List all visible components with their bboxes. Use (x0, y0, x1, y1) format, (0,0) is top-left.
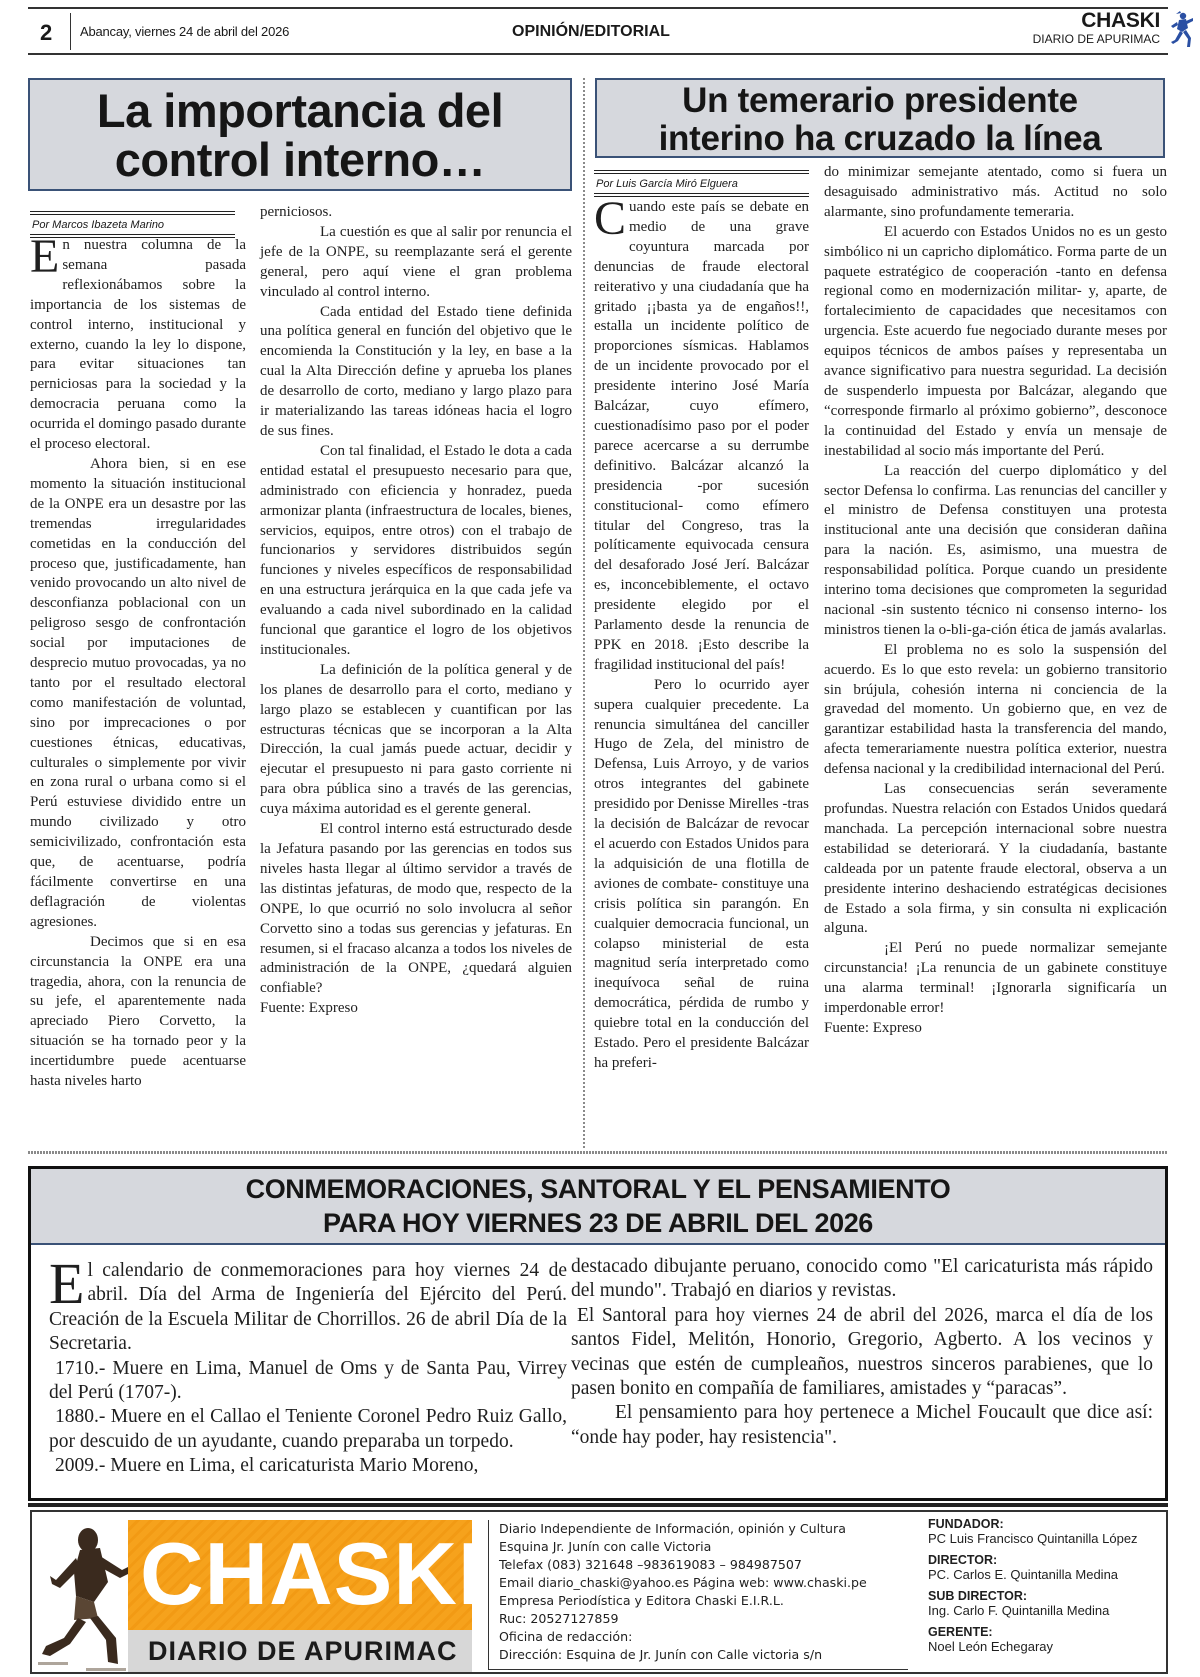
paragraph: Ahora bien, si en ese momento la situación institucional de la ONPE era un desastre por las tremendas irregularidades cometidas en la conducción del proceso que, justificadamente, han venido provocando un alto nivel de desconfianza poblacional con un peligroso sesgo de confrontación social por imputaciones de desprecio mutuo provocadas, ya no tanto por el resultado electoral como manifestación de voluntad, sino por imprecaciones o por cuestiones étnicas, educativas, culturales o simplemente por vivir en zona rural o urbana como si el Perú estuviese dividido entre un mundo civilizado y otro semicivilizado, confrontación esta que, de acentuarse, podría fácilmente convertirse en una deflagración de violentas agresiones. (30, 455, 246, 930)
staff-name: PC. Carlos E. Quintanilla Medina (928, 1567, 1119, 1582)
publisher-info (488, 1520, 908, 1670)
logo-subtitle-band (128, 1630, 472, 1672)
page-number: 2 (40, 20, 53, 45)
dropcap: E (30, 230, 60, 283)
info-line: Telefax (083) 321648 –983619083 – 984987507 (499, 1557, 802, 1572)
paragraph: do minimizar semejante atentado, como si fuera un desaguisado administrativo más. Actitud no solo alarmante, sino profundamente temeraria. (824, 164, 1167, 220)
byline-right: Por Luis García Miró Elguera (594, 170, 809, 197)
brand-name: CHASKI (1081, 9, 1160, 32)
headline-left-line1: La importancia del (96, 84, 504, 137)
staff-role: DIRECTOR: (928, 1553, 998, 1567)
paragraph: Pero lo ocurrido ayer supera cualquier precedente. La renuncia simultánea del canciller Hugo de Zela, del ministro de Defensa, Luis Arroyo, y de varios otros integrantes del gabinete presidido por Denisse Mirelles -tras la decisión de Balcázar de revocar el acuerdo con Estados Unidos para la adquisición de una flotilla de aviones de combate- constituye una crisis política sin parangón. En cualquier democracia funcional, un colapso ministerial de esta magnitud sería interpretado como inequívoca señal de ruina democrática, pérdida de rumbo y quiebre total en la conducción del Estado. Pero el presidente Balcázar ha preferi- (594, 676, 809, 1071)
info-line: Diario Independiente de Información, opinión y Cultura (499, 1521, 846, 1536)
article-left-column-2 (260, 203, 572, 1019)
paragraph: n nuestra columna de la semana pasada reflexionábamos sobre la importancia de los sistemas de control interno, institucional y externo, cuando la ley lo dispone, para evitar situaciones tan perniciosas para la sociedad y la democracia peruana como la ocurrida el domingo pasado durante el proceso electoral. (30, 237, 246, 453)
brand-subtitle: DIARIO DE APURIMAC (1032, 32, 1160, 46)
dropcap: E (49, 1251, 85, 1316)
paragraph: La reacción del cuerpo diplomático y del sector Defensa lo confirma. Las renuncias del canciller y el ministro de Defensa constituyen una protesta institucional ante una decisión que consideran dañina para la nación. Es, asimismo, una muestra de responsabilidad política. Porque cuando un presidente interino toma decisiones que comprometen la seguridad nacional -sin sustento técnico ni consenso interno- los ministros tienen la o-bli-ga-ción ética de jamás avalarlas. (824, 462, 1167, 638)
logo-text: CHASKI (140, 1524, 484, 1623)
masthead-bottom-rule (28, 53, 1168, 55)
commemorations-right-column (571, 1255, 1153, 1450)
article-right-column-2 (824, 163, 1167, 1039)
column-divider (583, 78, 585, 1148)
commemorations-title-line2: PARA HOY VIERNES 23 DE ABRIL DEL 2026 (323, 1208, 873, 1238)
staff-name: Noel León Echegaray (928, 1639, 1054, 1654)
paragraph: Con tal finalidad, el Estado le dota a cada entidad estatal el presupuesto necesario para que, administrado con eficiencia y honradez, pueda armonizar planta (infraestructura de locales, bienes, servicios, equipos, entre otros) con el trabajo de funcionarios y servidores distribuidos según funciones y niveles específicos de responsabilidad en una estructura jerárquica en la que cada jefe va evaluando a cada nivel subordinado en la calidad funcional que garantice el logro de los objetivos institucionales. (260, 442, 572, 658)
info-line: Ruc: 20527127859 (499, 1611, 619, 1626)
paragraph: El control interno está estructurado desde la Jefatura pasando por las gerencias en todos sus niveles hasta llegar al último servidor a través de las distintas jefaturas, de modo que, respecto de la ONPE, lo que ocurrió no solo involucra al señor Corvetto sino a todas sus gerencias y jefaturas. En resumen, si el fracaso alcanza a todos los niveles de administración de la ONPE, ¿quedará alguien confiable? (260, 821, 572, 997)
commemorations-title-line1: CONMEMORACIONES, SANTORAL Y EL PENSAMIENTO (245, 1174, 951, 1204)
paragraph: Cada entidad del Estado tiene definida una política general en función del objetivo que le encomienda la Constitución y la ley, en base a la cual la Alta Dirección define y aprueba los planes de desarrollo de corto, mediano y largo plazo para ir materializando las tareas idóneas hacia el logro de sus fines. (260, 303, 572, 439)
section-name: OPINIÓN/EDITORIAL (512, 23, 670, 40)
paragraph: 1880.- Muere en el Callao el Teniente Coronel Pedro Ruiz Gallo, por descuido de un ayudante, cuando preparaba un torpedo. (49, 1406, 567, 1452)
logo-subtitle: DIARIO DE APURIMAC (148, 1636, 458, 1666)
commemorations-left-column (49, 1251, 567, 1479)
staff-role: FUNDADOR: (928, 1517, 1004, 1531)
staff-role: GERENTE: (928, 1625, 993, 1639)
info-line: Oficina de redacción: (499, 1629, 633, 1644)
source-credit: Fuente: Expreso (260, 1000, 358, 1017)
paragraph: uando este país se debate en medio de una grave coyuntura marcada por denuncias de fraude electoral reiterativo y una ciudadanía que ha gritado ¡¡basta ya de engaños!!, estalla un incidente político de proporciones sísmicas. Hablamos de un incidente provocado por el presidente interino José María Balcázar, cuyo efímero, cuestionadísimo paso por el poder parece acercarse a su derrumbe definitivo. Balcázar alcanzó la presidencia -por sucesión constitucional- como efímero titular del Congreso, tras la políticamente equivocada censura del desaforado José Jerí. Balcázar es, inconcebiblemente, el octavo presidente elegido por el Parlamento desde la renuncia de PPK en 2018. ¡Esto describe la fragilidad institucional del país! (594, 199, 809, 673)
commemorations-title (31, 1169, 1165, 1245)
imprint-box (30, 1510, 1168, 1674)
paragraph: destacado dibujante peruano, conocido como "El caricaturista más rápido del mundo". Trabajó en diarios y revistas. (571, 1256, 1153, 1302)
paragraph: l calendario de conmemoraciones para hoy viernes 24 de abril. Día del Arma de Ingeniería del Ejército del Perú. Creación de la Escuela Militar de Chorrillos. 26 de abril Día de la Secretaria. (49, 1260, 567, 1355)
staff-name: Ing. Carlo F. Quintanilla Medina (928, 1603, 1110, 1618)
chaski-logo (128, 1520, 484, 1630)
staff-name: PC Luis Francisco Quintanilla López (928, 1531, 1138, 1546)
headline-left-line2: control interno… (114, 133, 486, 186)
paragraph: El pensamiento para hoy pertenece a Michel Foucault que dice así: “onde hay poder, hay resistencia". (571, 1402, 1153, 1448)
paragraph: La definición de la política general y de los planes de desarrollo para el corto, mediano y largo plazo se establecen y cuantifican por las estructuras técnicas que se incorporan a la Alta Dirección, la cual jamás puede actuar, decidir y ejecutar el presupuesto ni para gasto corriente ni para obra pública sino a través de las gerencias, cuya máxima autoridad es el gerente general. (260, 661, 572, 818)
masthead-separator (70, 13, 71, 50)
byline-left: Por Marcos Ibazeta Marino (30, 211, 235, 238)
paragraph: El Santoral para hoy viernes 24 de abril del 2026, marca el día de los santos Fidel, Melitón, Honorio, Gregorio, Agberto. A los vecinos y vecinas que estén de cumpleaños, nuestros sinceros parabienes, que lo pasen bonito en compañía de familiares, amistades y “paracas”. (571, 1304, 1153, 1400)
article-right-column-1 (594, 192, 809, 1074)
info-line: Dirección: Esquina de Jr. Junín con Calle victoria s/n (499, 1647, 823, 1662)
headline-right-line1: Un temerario presidente (682, 81, 1078, 120)
staff-list (928, 1518, 1164, 1662)
info-line: Esquina Jr. Junín con calle Victoria (499, 1539, 712, 1554)
masthead-brand (1033, 10, 1160, 46)
section-divider (28, 1151, 1168, 1154)
chaski-runner-illustration (36, 1522, 136, 1672)
commemorations-box (28, 1166, 1168, 1501)
headline-left (28, 78, 572, 191)
chaski-runner-icon (1166, 10, 1196, 50)
footer-rule (28, 1503, 1168, 1507)
paragraph: perniciosos. (260, 204, 333, 220)
headline-right-line2: interino ha cruzado la línea (658, 119, 1102, 158)
paragraph: 2009.- Muere en Lima, el caricaturista Mario Moreno, (55, 1455, 479, 1477)
info-line: Email diario_chaski@yahoo.es Página web: www.chaski.pe (499, 1575, 867, 1590)
paragraph: El acuerdo con Estados Unidos no es un gesto simbólico ni un capricho diplomático. Forma parte de un paquete estratégico de cooperación -tanto en defensa regional como en modernización militar- y, aparte, de fortalecimiento de capacidades que necesitamos con urgencia. Este acuerdo fue negociado durante meses por equipos técnicos de ambos países y representaba un avance significativo para nuestra seguridad. La decisión de suspenderlo impuesta por Balcázar, alegando que “corresponde firmarlo al próximo gobierno”, desconoce la continuidad del Estado y envía un mensaje de inestabilidad al socio más importante del Perú. (824, 223, 1167, 459)
headline-right (595, 78, 1165, 158)
masthead-top-rule (28, 7, 1168, 9)
paragraph: La cuestión es que al salir por renuncia el jefe de la ONPE, su reemplazante será el gerente general, pero aquí viene el gran problema vinculado al control interno. (260, 223, 572, 300)
source-credit: Fuente: Expreso (824, 1019, 922, 1036)
staff-role: SUB DIRECTOR: (928, 1589, 1028, 1603)
paragraph: Decimos que si en esa circunstancia la ONPE era una tragedia, ahora, con la renuncia de su jefe, el aparentemente nada apreciado Piero Corvetto, la situación se ha tornado peor y la incertidumbre puede acentuarse hasta niveles harto (30, 933, 246, 1090)
paragraph: 1710.- Muere en Lima, Manuel de Oms y de Santa Pau, Virrey del Perú (1707-). (49, 1357, 567, 1404)
paragraph: ¡El Perú no puede normalizar semejante circunstancia! ¡La renuncia de un gabinete constituye una alarma terminal! ¡Ignorarla significaría un imperdonable error! (824, 940, 1167, 1017)
dropcap: C (594, 192, 627, 245)
paragraph: Las consecuencias serán severamente profundas. Nuestra relación con Estados Unidos quedará manchada. La percepción internacional sobre nuestra estabilidad se deteriorará. Y la ciudadanía, bastante caldeada por un patente fraude electoral, observa a un presidente interino deshaciendo estratégicas decisiones de Estado a sola firma, y sin consulta ni explicación alguna. (824, 781, 1167, 937)
paragraph: El problema no es solo la suspensión del acuerdo. Es lo que esto revela: un gobierno transitorio sin brújula, cohesión interna ni conciencia de la gravedad del momento. Un gobierno que, en vez de garantizar estabilidad hasta la transferencia del mando, afecta temerariamente nuestra política exterior, nuestra defensa nacional y la credibilidad internacional del Perú. (824, 641, 1167, 778)
dateline: Abancay, viernes 24 de abril del 2026 (80, 24, 290, 39)
info-line: Empresa Periodística y Editora Chaski E.I.R.L. (499, 1593, 784, 1608)
article-left-column-1 (30, 230, 246, 1092)
